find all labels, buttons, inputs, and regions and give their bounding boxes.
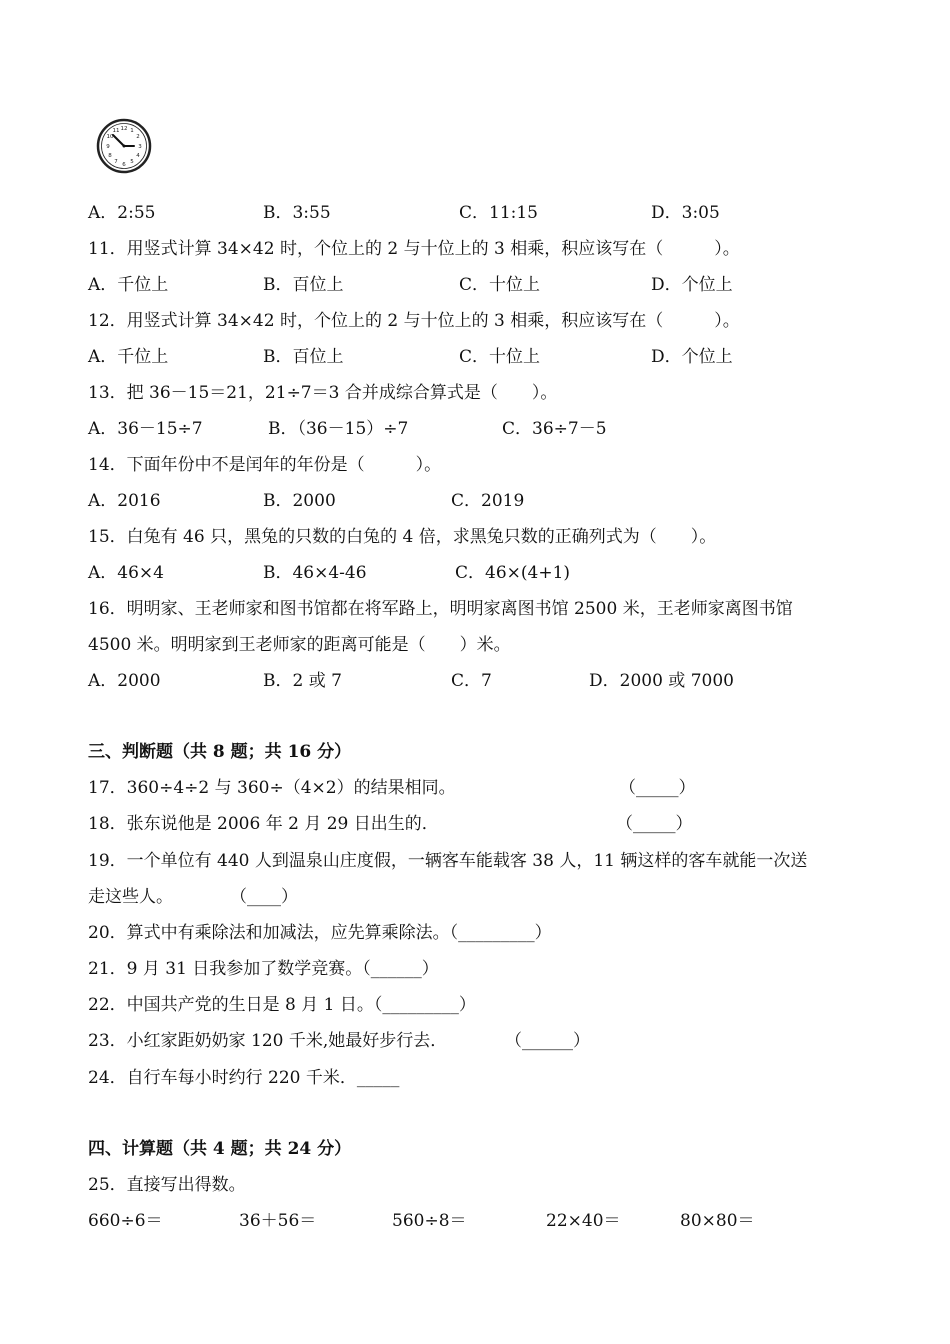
q11-stem: 11．用竖式计算 34×42 时，个位上的 2 与十位上的 3 相乘，积应该写在（ ）。 xyxy=(88,239,740,259)
clock-image xyxy=(96,118,152,174)
q25-stem: 25．直接写出得数。 xyxy=(88,1175,246,1195)
q14-option-a[interactable]: A．2016 xyxy=(88,491,161,511)
q16-option-c[interactable]: C．7 xyxy=(451,671,492,691)
q18-text: 18．张东说他是 2006 年 2 月 29 日出生的． xyxy=(88,814,439,834)
q11-option-b[interactable]: B．百位上 xyxy=(263,275,344,295)
q12-option-c[interactable]: C．十位上 xyxy=(459,347,541,367)
q15-option-c[interactable]: C．46×(4+1) xyxy=(455,563,571,583)
clock-numeral: 8 xyxy=(108,153,112,159)
clock-numeral: 5 xyxy=(130,159,134,165)
q13-option-a[interactable]: A．36－15÷7 xyxy=(88,419,203,439)
q15-option-a[interactable]: A．46×4 xyxy=(88,563,164,583)
clock-numeral: 11 xyxy=(112,128,120,134)
clock-numeral: 4 xyxy=(136,153,140,159)
q19-line1: 19．一个单位有 440 人到温泉山庄度假，一辆客车能载客 38 人，11 辆这样的客车就能一次送 xyxy=(88,851,808,871)
q15-option-b[interactable]: B．46×4-46 xyxy=(263,563,367,583)
q11-option-c[interactable]: C．十位上 xyxy=(459,275,541,295)
q20-text[interactable]: 20．算式中有乘除法和加减法，应先算乘除法。（_________） xyxy=(88,923,552,943)
q16-stem-line2: 4500 米。明明家到王老师家的距离可能是（ ）米。 xyxy=(88,635,511,655)
q25-item[interactable]: 22×40＝ xyxy=(546,1211,621,1231)
q25-item[interactable]: 80×80＝ xyxy=(680,1211,755,1231)
q19-answer-blank[interactable]: （____） xyxy=(230,887,298,907)
q17-answer-blank[interactable]: （_____） xyxy=(619,778,696,798)
q13-stem: 13．把 36－15＝21，21÷7＝3 合并成综合算式是（ ）。 xyxy=(88,383,558,403)
section3-heading: 三、判断题（共 8 题；共 16 分） xyxy=(88,742,352,762)
clock-numeral: 1 xyxy=(130,128,134,134)
q10-option-d[interactable]: D．3:05 xyxy=(651,203,720,223)
q16-option-a[interactable]: A．2000 xyxy=(88,671,161,691)
clock-numeral: 9 xyxy=(106,144,110,150)
q19-line2: 走这些人。 xyxy=(88,887,173,907)
q25-item[interactable]: 560÷8＝ xyxy=(392,1211,467,1231)
clock-numeral: 12 xyxy=(120,126,128,132)
clock-numeral: 6 xyxy=(122,162,126,168)
section4-heading: 四、计算题（共 4 题；共 24 分） xyxy=(88,1139,352,1159)
q10-option-a[interactable]: A．2:55 xyxy=(88,203,156,223)
q12-stem: 12．用竖式计算 34×42 时，个位上的 2 与十位上的 3 相乘，积应该写在（ ）。 xyxy=(88,311,740,331)
q11-option-d[interactable]: D．个位上 xyxy=(651,275,733,295)
q13-option-b[interactable]: B．（36－15）÷7 xyxy=(268,419,409,439)
q23-answer-blank[interactable]: （______） xyxy=(505,1031,590,1051)
q21-text[interactable]: 21．9 月 31 日我参加了数学竞赛。（______） xyxy=(88,959,439,979)
q25-item[interactable]: 660÷6＝ xyxy=(88,1211,163,1231)
q17-text: 17．360÷4÷2 与 360÷（4×2）的结果相同。 xyxy=(88,778,456,798)
q10-option-c[interactable]: C．11:15 xyxy=(459,203,538,223)
clock-center xyxy=(123,145,126,148)
q10-option-b[interactable]: B．3:55 xyxy=(263,203,331,223)
q24-text[interactable]: 24．自行车每小时约行 220 千米．_____ xyxy=(88,1068,400,1088)
q12-option-a[interactable]: A．千位上 xyxy=(88,347,169,367)
q14-option-c[interactable]: C．2019 xyxy=(451,491,525,511)
clock-numeral: 7 xyxy=(114,159,118,165)
q25-item[interactable]: 36＋56＝ xyxy=(239,1211,317,1231)
q16-option-b[interactable]: B．2 或 7 xyxy=(263,671,342,691)
clock-numeral: 2 xyxy=(136,134,140,140)
clock-numeral: 3 xyxy=(138,144,142,150)
q18-answer-blank[interactable]: （_____） xyxy=(616,814,693,834)
q14-stem: 14．下面年份中不是闰年的年份是（ ）。 xyxy=(88,455,442,475)
q12-option-b[interactable]: B．百位上 xyxy=(263,347,344,367)
q14-option-b[interactable]: B．2000 xyxy=(263,491,336,511)
q16-stem-line1: 16．明明家、王老师家和图书馆都在将军路上，明明家离图书馆 2500 米，王老师家离图书馆 xyxy=(88,599,793,619)
q12-option-d[interactable]: D．个位上 xyxy=(651,347,733,367)
q22-text[interactable]: 22．中国共产党的生日是 8 月 1 日。（_________） xyxy=(88,995,476,1015)
q23-text: 23．小红家距奶奶家 120 千米,她最好步行去． xyxy=(88,1031,448,1051)
q16-option-d[interactable]: D．2000 或 7000 xyxy=(589,671,734,691)
clock-numeral: 10 xyxy=(106,134,114,140)
q15-stem: 15．白兔有 46 只，黑兔的只数的白兔的 4 倍，求黑兔只数的正确列式为（ ）。 xyxy=(88,527,717,547)
q11-option-a[interactable]: A．千位上 xyxy=(88,275,169,295)
q13-option-c[interactable]: C．36÷7－5 xyxy=(502,419,607,439)
